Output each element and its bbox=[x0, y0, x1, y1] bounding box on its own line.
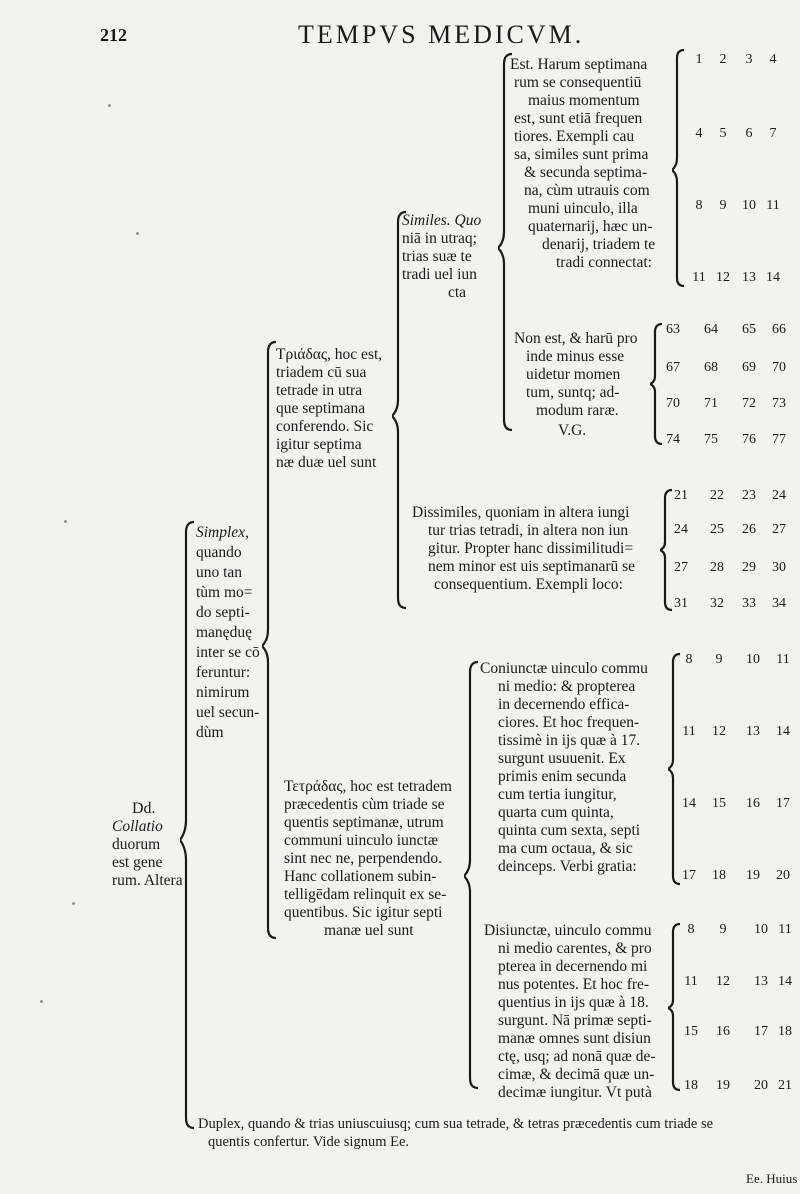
number-cell: 17 bbox=[682, 868, 696, 883]
number-cell: 16 bbox=[746, 796, 760, 811]
number-cell: 11 bbox=[684, 974, 698, 989]
number-cell: 17 bbox=[776, 796, 790, 811]
simplex-line: manęduę bbox=[196, 624, 252, 641]
brace-coniunctae-numbers-icon bbox=[668, 652, 684, 886]
est-line: na, cùm utrauis com bbox=[524, 182, 650, 199]
coniunctae-line: deinceps. Verbi gratia: bbox=[498, 858, 637, 875]
number-cell: 75 bbox=[704, 432, 718, 447]
brace-est-numbers-icon bbox=[672, 48, 688, 288]
est-line: sa, similes sunt prima bbox=[514, 146, 649, 163]
triadas-line: conferendo. Sic bbox=[276, 418, 374, 435]
triadas-line: que septimana bbox=[276, 400, 366, 417]
number-cell: 7 bbox=[769, 126, 777, 141]
triadas-line: næ duæ uel sunt bbox=[276, 454, 377, 471]
number-cell: 12 bbox=[716, 974, 730, 989]
number-cell: 8 bbox=[685, 652, 693, 667]
brace-dissimiles-numbers-icon bbox=[660, 488, 676, 612]
tetradas-line: telligēdam relinquit ex se- bbox=[284, 886, 447, 903]
number-cell: 15 bbox=[684, 1024, 698, 1039]
root-line: Dd. bbox=[132, 800, 156, 817]
number-cell: 21 bbox=[674, 488, 688, 503]
est-line: muni uinculo, illa bbox=[528, 200, 638, 217]
coniunctae-line: ciores. Et hoc frequen- bbox=[498, 714, 640, 731]
number-cell: 73 bbox=[772, 396, 786, 411]
similes-line: trias suæ te bbox=[402, 248, 472, 265]
number-cell: 6 bbox=[745, 126, 753, 141]
number-cell: 14 bbox=[766, 270, 780, 285]
disiunctae-line: surgunt. Nā primæ septi- bbox=[498, 1012, 652, 1029]
dissimiles-line: consequentium. Exempli loco: bbox=[434, 576, 623, 593]
number-cell: 9 bbox=[719, 922, 727, 937]
simplex-line: feruntur: bbox=[196, 664, 251, 681]
similes-line: niā in utraq; bbox=[402, 230, 477, 247]
tetradas-line: sint nec ne, perpendendo. bbox=[284, 850, 442, 867]
number-cell: 14 bbox=[682, 796, 696, 811]
number-cell: 18 bbox=[684, 1078, 698, 1093]
number-cell: 31 bbox=[674, 596, 688, 611]
est-line: maius momentum bbox=[528, 92, 640, 109]
simplex-line: uno tan bbox=[196, 564, 243, 581]
disiunctae-line: pterea in decernendo mi bbox=[498, 958, 648, 975]
similes-line: cta bbox=[448, 284, 467, 301]
number-cell: 34 bbox=[772, 596, 786, 611]
number-cell: 67 bbox=[666, 360, 680, 375]
coniunctae-line: quarta cum quinta, bbox=[498, 804, 614, 821]
duplex-line: Duplex, quando & trias uniuscuiusq; cum sua tetrade, & tetras præcedentis cum triade se bbox=[198, 1116, 714, 1132]
number-cell: 10 bbox=[746, 652, 760, 667]
number-cell: 64 bbox=[704, 322, 718, 337]
number-cell: 18 bbox=[712, 868, 726, 883]
non-est-line: inde minus esse bbox=[526, 348, 625, 365]
number-cell: 11 bbox=[778, 922, 792, 937]
tetradas-line: communi uinculo iunctæ bbox=[284, 832, 439, 849]
tetradas-line: quentibus. Sic igitur septi bbox=[284, 904, 443, 921]
paper-speck bbox=[40, 1000, 43, 1003]
non-est-line: Non est, & harū pro bbox=[514, 330, 638, 347]
coniunctae-line: quinta cum sexta, septi bbox=[498, 822, 641, 839]
est-line: & secunda septima- bbox=[524, 164, 648, 181]
triadas-line: tetrade in utra bbox=[276, 382, 363, 399]
disiunctae-line: ctę, usq; ad nonā quæ de- bbox=[498, 1048, 656, 1065]
disiunctae-line: cimæ, & decimā quæ un- bbox=[498, 1066, 655, 1083]
number-cell: 69 bbox=[742, 360, 756, 375]
number-cell: 19 bbox=[716, 1078, 730, 1093]
brace-non-est-numbers-icon bbox=[650, 322, 666, 446]
number-cell: 24 bbox=[772, 488, 786, 503]
number-cell: 20 bbox=[776, 868, 790, 883]
dissimiles-line: nem minor est uis septimanarū se bbox=[428, 558, 636, 575]
paper-speck bbox=[136, 232, 139, 235]
triadas-line: igitur septima bbox=[276, 436, 362, 453]
page-number: 212 bbox=[100, 25, 127, 45]
tetradas-line: Τετράδας, hoc est tetradem bbox=[284, 778, 452, 795]
number-cell: 24 bbox=[674, 522, 688, 537]
number-cell: 63 bbox=[666, 322, 680, 337]
number-cell: 12 bbox=[716, 270, 730, 285]
dissimiles-line: tur trias tetradi, in altera non iun bbox=[428, 522, 629, 539]
number-cell: 66 bbox=[772, 322, 786, 337]
number-cell: 13 bbox=[754, 974, 768, 989]
number-cell: 14 bbox=[778, 974, 792, 989]
coniunctae-line: ni medio: & propterea bbox=[498, 678, 636, 695]
est-line: tiores. Exempli cau bbox=[514, 128, 635, 145]
coniunctae-line: primis enim secunda bbox=[498, 768, 627, 785]
number-cell: 19 bbox=[746, 868, 760, 883]
dissimiles-line: Dissimiles, quoniam in altera iungi bbox=[412, 504, 630, 521]
disiunctae-line: manæ omnes sunt disiun bbox=[498, 1030, 651, 1047]
number-cell: 77 bbox=[772, 432, 786, 447]
simplex-line: nimirum bbox=[196, 684, 250, 701]
simplex-line: quando bbox=[196, 544, 242, 561]
number-cell: 1 bbox=[695, 52, 703, 67]
tetradas-line: Hanc collationem subin- bbox=[284, 868, 437, 885]
number-cell: 70 bbox=[772, 360, 786, 375]
number-cell: 13 bbox=[742, 270, 756, 285]
triadas-line: triadem cū sua bbox=[276, 364, 367, 381]
number-cell: 68 bbox=[704, 360, 718, 375]
root-line: rum. Altera bbox=[112, 872, 183, 889]
number-cell: 22 bbox=[710, 488, 724, 503]
brace-tetradas-icon bbox=[464, 660, 484, 1090]
number-cell: 71 bbox=[704, 396, 718, 411]
similes-line: tradi uel iun bbox=[402, 266, 477, 283]
number-cell: 5 bbox=[719, 126, 727, 141]
est-line: Est. Harum septimana bbox=[510, 56, 648, 73]
non-est-line: V.G. bbox=[558, 422, 587, 439]
number-cell: 23 bbox=[742, 488, 756, 503]
root-line: Collatio bbox=[112, 818, 163, 835]
simplex-line: dùm bbox=[196, 724, 224, 741]
disiunctae-line: ni medio carentes, & pro bbox=[498, 940, 652, 957]
number-cell: 33 bbox=[742, 596, 756, 611]
number-cell: 76 bbox=[742, 432, 756, 447]
number-cell: 4 bbox=[695, 126, 703, 141]
root-line: est gene bbox=[112, 854, 163, 871]
simplex-line: inter se cō bbox=[196, 644, 260, 661]
number-cell: 14 bbox=[776, 724, 790, 739]
number-cell: 2 bbox=[719, 52, 727, 67]
number-cell: 26 bbox=[742, 522, 756, 537]
number-cell: 65 bbox=[742, 322, 756, 337]
est-line: rum se consequentiū bbox=[514, 74, 642, 91]
number-cell: 3 bbox=[745, 52, 753, 67]
similes-line: Similes. Quo bbox=[402, 212, 482, 229]
coniunctae-line: Coniunctæ uinculo commu bbox=[480, 660, 648, 677]
est-line: denarij, triadem te bbox=[542, 236, 656, 253]
non-est-line: modum raræ. bbox=[536, 402, 619, 419]
est-line: est, sunt etiā frequen bbox=[514, 110, 643, 127]
number-cell: 27 bbox=[674, 560, 688, 575]
number-cell: 15 bbox=[712, 796, 726, 811]
disiunctae-line: Disiunctæ, uinculo commu bbox=[484, 922, 652, 939]
number-cell: 10 bbox=[754, 922, 768, 937]
number-cell: 11 bbox=[692, 270, 706, 285]
dissimiles-line: gitur. Propter hanc dissimilitudi= bbox=[428, 540, 634, 557]
non-est-line: uidetur momen bbox=[526, 366, 621, 383]
duplex-line: quentis confertur. Vide signum Ee. bbox=[208, 1134, 410, 1150]
catchword: Ee. Huius bbox=[746, 1171, 798, 1186]
number-cell: 12 bbox=[712, 724, 726, 739]
disiunctae-line: nus potentes. Et hoc fre- bbox=[498, 976, 650, 993]
number-cell: 11 bbox=[776, 652, 790, 667]
number-cell: 9 bbox=[719, 198, 727, 213]
coniunctae-line: tissimè in ijs quæ à 17. bbox=[498, 732, 641, 749]
number-cell: 9 bbox=[715, 652, 723, 667]
coniunctae-line: cum tertia iungitur, bbox=[498, 786, 617, 803]
number-cell: 25 bbox=[710, 522, 724, 537]
paper-speck bbox=[64, 520, 67, 523]
number-cell: 32 bbox=[710, 596, 724, 611]
number-cell: 10 bbox=[742, 198, 756, 213]
number-cell: 11 bbox=[682, 724, 696, 739]
number-cell: 17 bbox=[754, 1024, 768, 1039]
tetradas-line: præcedentis cùm triade se bbox=[284, 796, 445, 813]
number-cell: 4 bbox=[769, 52, 777, 67]
number-cell: 74 bbox=[666, 432, 680, 447]
simplex-line: uel secun- bbox=[196, 704, 260, 721]
number-cell: 8 bbox=[695, 198, 703, 213]
coniunctae-line: surgunt usuuenit. Ex bbox=[498, 750, 626, 767]
simplex-line: tùm mo= bbox=[196, 584, 253, 601]
est-line: quaternarij, hæc un- bbox=[528, 218, 653, 235]
brace-disiunctae-numbers-icon bbox=[668, 922, 684, 1092]
est-line: tradi connectat: bbox=[556, 254, 652, 271]
brace-similes-icon bbox=[498, 52, 518, 432]
number-cell: 18 bbox=[778, 1024, 792, 1039]
running-title: TEMPVS MEDICVM. bbox=[298, 20, 585, 49]
paper-speck bbox=[72, 902, 75, 905]
number-cell: 13 bbox=[746, 724, 760, 739]
number-cell: 21 bbox=[778, 1078, 792, 1093]
simplex-line: do septi- bbox=[196, 604, 250, 621]
tetradas-line: quentis septimanæ, utrum bbox=[284, 814, 444, 831]
number-cell: 11 bbox=[766, 198, 780, 213]
tetradas-line: manæ uel sunt bbox=[324, 922, 414, 939]
number-cell: 27 bbox=[772, 522, 786, 537]
paper-speck bbox=[108, 104, 111, 107]
number-cell: 70 bbox=[666, 396, 680, 411]
triadas-line: Τριάδας, hoc est, bbox=[276, 346, 383, 363]
number-cell: 72 bbox=[742, 396, 756, 411]
disiunctae-line: decimæ iungitur. Vt putà bbox=[498, 1084, 652, 1101]
number-cell: 8 bbox=[687, 922, 695, 937]
coniunctae-line: ma cum octaua, & sic bbox=[498, 840, 633, 857]
non-est-line: tum, suntq; ad- bbox=[526, 384, 620, 401]
number-cell: 20 bbox=[754, 1078, 768, 1093]
number-cell: 30 bbox=[772, 560, 786, 575]
simplex-line: Simplex, bbox=[196, 524, 249, 541]
disiunctae-line: quentius in ijs quæ à 18. bbox=[498, 994, 649, 1011]
number-cell: 16 bbox=[716, 1024, 730, 1039]
number-cell: 29 bbox=[742, 560, 756, 575]
number-cell: 28 bbox=[710, 560, 724, 575]
coniunctae-line: in decernendo effica- bbox=[498, 696, 630, 713]
root-line: duorum bbox=[112, 836, 161, 853]
